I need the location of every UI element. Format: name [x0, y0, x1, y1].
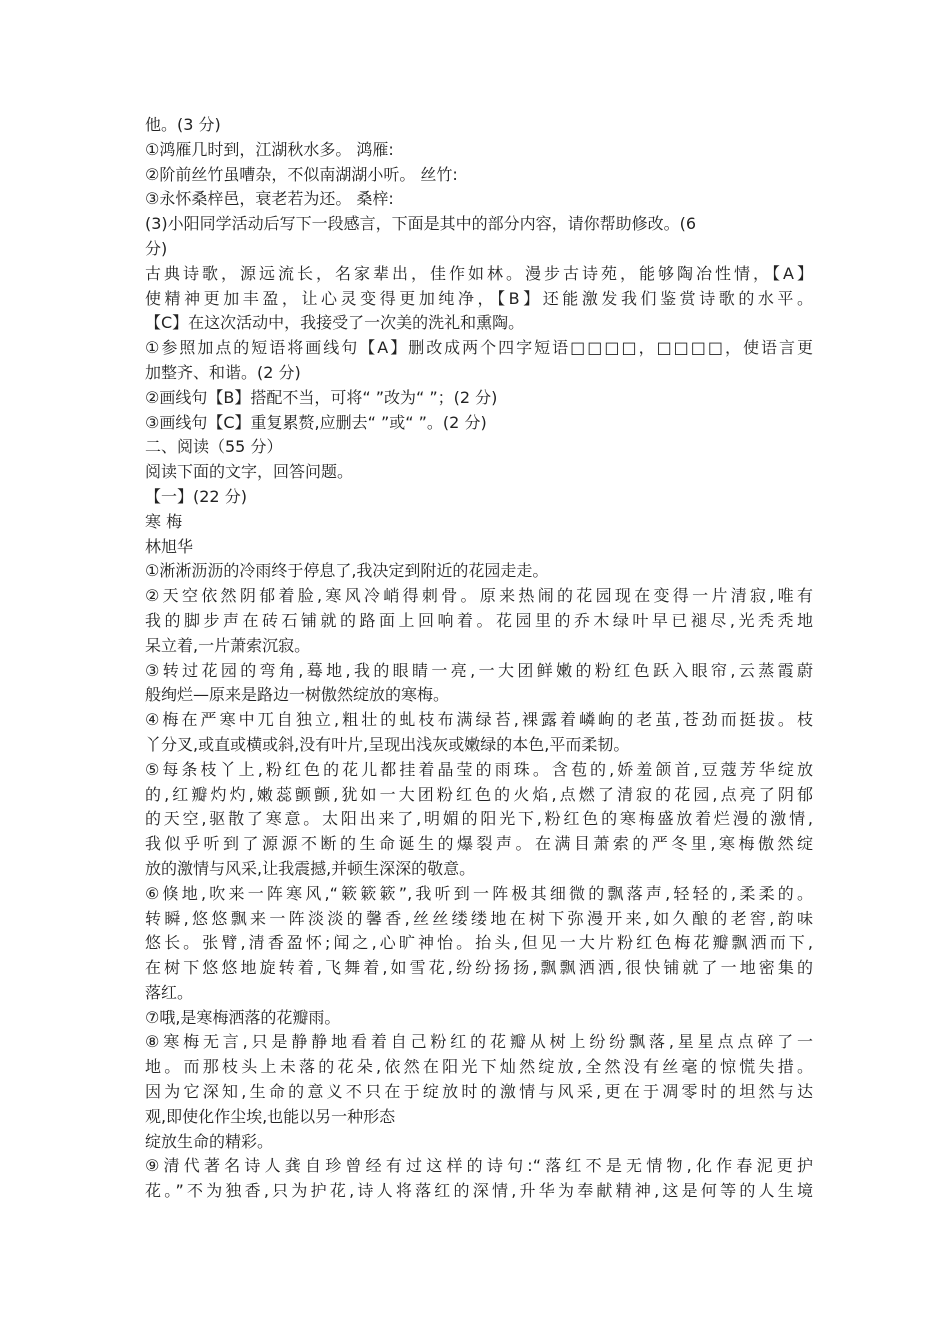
text-line: 般绚烂—原来是路边一树傲然绽放的寒梅。: [145, 685, 450, 705]
text-line: 丫分叉,或直或横或斜,没有叶片,呈现出浅灰或嫩绿的本色,平而柔韧。: [145, 734, 630, 754]
text-line: 寒 梅: [145, 511, 183, 531]
text-line: ⑨清代著名诗人龚自珍曾经有过这样的诗句:“落红不是无情物,化作春泥更护: [145, 1156, 813, 1176]
text-line: 他。(3 分): [145, 115, 221, 134]
text-line: (3)小阳同学活动后写下一段感言，下面是其中的部分内容，请你帮助修改。(6: [145, 214, 697, 234]
text-line: 转瞬,悠悠飘来一阵淡淡的馨香,丝丝缕缕地在树下弥漫开来,如久酿的老窖,韵味: [145, 908, 813, 928]
text-line: 分): [145, 238, 168, 258]
text-line: 【一】(22 分): [145, 486, 247, 506]
text-line: 阅读下面的文字，回答问题。: [145, 462, 354, 482]
text-line: ⑤每条枝丫上,粉红色的花儿都挂着晶莹的雨珠。含苞的,娇羞颌首,豆蔻芳华绽放: [145, 759, 813, 779]
text-line: 林旭华: [145, 536, 194, 556]
text-line: 加整齐、和谐。(2 分): [145, 362, 301, 382]
text-line: 【C】在这次活动中，我接受了一次美的洗礼和熏陶。: [145, 313, 525, 333]
text-line: 地。而那枝头上未落的花朵,依然在阳光下灿然绽放,全然没有丝毫的惊慌失措。: [145, 1057, 813, 1077]
document-page: [145, 113, 813, 1204]
text-line: 绽放生命的精彩。: [145, 1131, 274, 1151]
text-line: 落红。: [145, 982, 194, 1002]
text-line: ③转过花园的弯角,蓦地,我的眼睛一亮,一大团鲜嫩的粉红色跃入眼帘,云蒸霞蔚: [145, 660, 813, 680]
text-line: 呆立着,一片萧索沉寂。: [145, 635, 311, 655]
text-line: 花。”不为独香,只为护花,诗人将落红的深情,升华为奉献精神,这是何等的人生境: [145, 1181, 813, 1201]
text-line: ②画线句【B】搭配不当，可将“ ”改为“ ”；(2 分): [145, 387, 498, 407]
text-line: 悠长。张臂,清香盈怀;闻之,心旷神怡。抬头,但见一大片粉红色梅花瓣飘洒而下,: [145, 933, 813, 953]
text-line: 的天空,驱散了寒意。太阳出来了,明媚的阳光下,粉红色的寒梅盛放着烂漫的激情,: [145, 809, 813, 829]
text-line: ②天空依然阴郁着脸,寒风冷峭得刺骨。原来热闹的花园现在变得一片清寂,唯有: [145, 586, 813, 606]
text-line: 的,红瓣灼灼,嫩蕊颤颤,犹如一大团粉红色的火焰,点燃了清寂的花园,点亮了阴郁: [145, 784, 813, 804]
text-line: 我的脚步声在砖石铺就的路面上回响着。花园里的乔木绿叶早已褪尽,光秃秃地: [145, 610, 813, 630]
text-line: 古典诗歌，源远流长，名家辈出，佳作如林。漫步古诗苑，能够陶冶性情，【A】: [145, 263, 813, 283]
text-line: ②阶前丝竹虽嘈杂，不似南湖湖小听。 丝竹:: [145, 164, 458, 184]
text-line: ④梅在严寒中兀自独立,粗壮的虬枝布满绿苔,裸露着嶙峋的老茧,苍劲而挺拔。枝: [145, 710, 813, 730]
text-line: ①淅淅沥沥的冷雨终于停息了,我决定到附近的花园走走。: [145, 561, 549, 581]
text-line: 放的激情与风采,让我震撼,并顿生深深的敬意。: [145, 858, 476, 878]
text-line: 在树下悠悠地旋转着,飞舞着,如雪花,纷纷扬扬,飘飘洒洒,很快铺就了一地密集的: [145, 958, 813, 978]
text-line: ①鸿雁几时到，江湖秋水多。 鸿雁:: [145, 139, 394, 159]
text-line: ①参照加点的短语将画线句【A】删改成两个四字短语□□□□，□□□□，使语言更: [145, 338, 813, 358]
text-line: 观,即使化作尘埃,也能以另一种形态: [145, 1106, 396, 1126]
text-line: 我似乎听到了源源不断的生命诞生的爆裂声。在满目萧索的严冬里,寒梅傲然绽: [145, 834, 813, 854]
text-line: 二、阅读（55 分）: [145, 437, 283, 457]
text-line: 因为它深知,生命的意义不只在于绽放时的激情与风采,更在于凋零时的坦然与达: [145, 1082, 813, 1102]
text-line: ③永怀桑梓邑，衰老若为还。 桑梓:: [145, 189, 394, 209]
text-line: 使精神更加丰盈，让心灵变得更加纯净，【B】还能激发我们鉴赏诗歌的水平。: [145, 288, 813, 308]
text-line: ③画线句【C】重复累赘,应删去“ ”或“ ”。(2 分): [145, 412, 487, 432]
text-line: ⑦哦,是寒梅洒落的花瓣雨。: [145, 1007, 341, 1027]
text-line: ⑧寒梅无言,只是静静地看着自己粉红的花瓣从树上纷纷飘落,星星点点碎了一: [145, 1032, 813, 1052]
text-line: ⑥倏地,吹来一阵寒风,“簌簌簌”,我听到一阵极其细微的飘落声,轻轻的,柔柔的。: [145, 883, 813, 903]
